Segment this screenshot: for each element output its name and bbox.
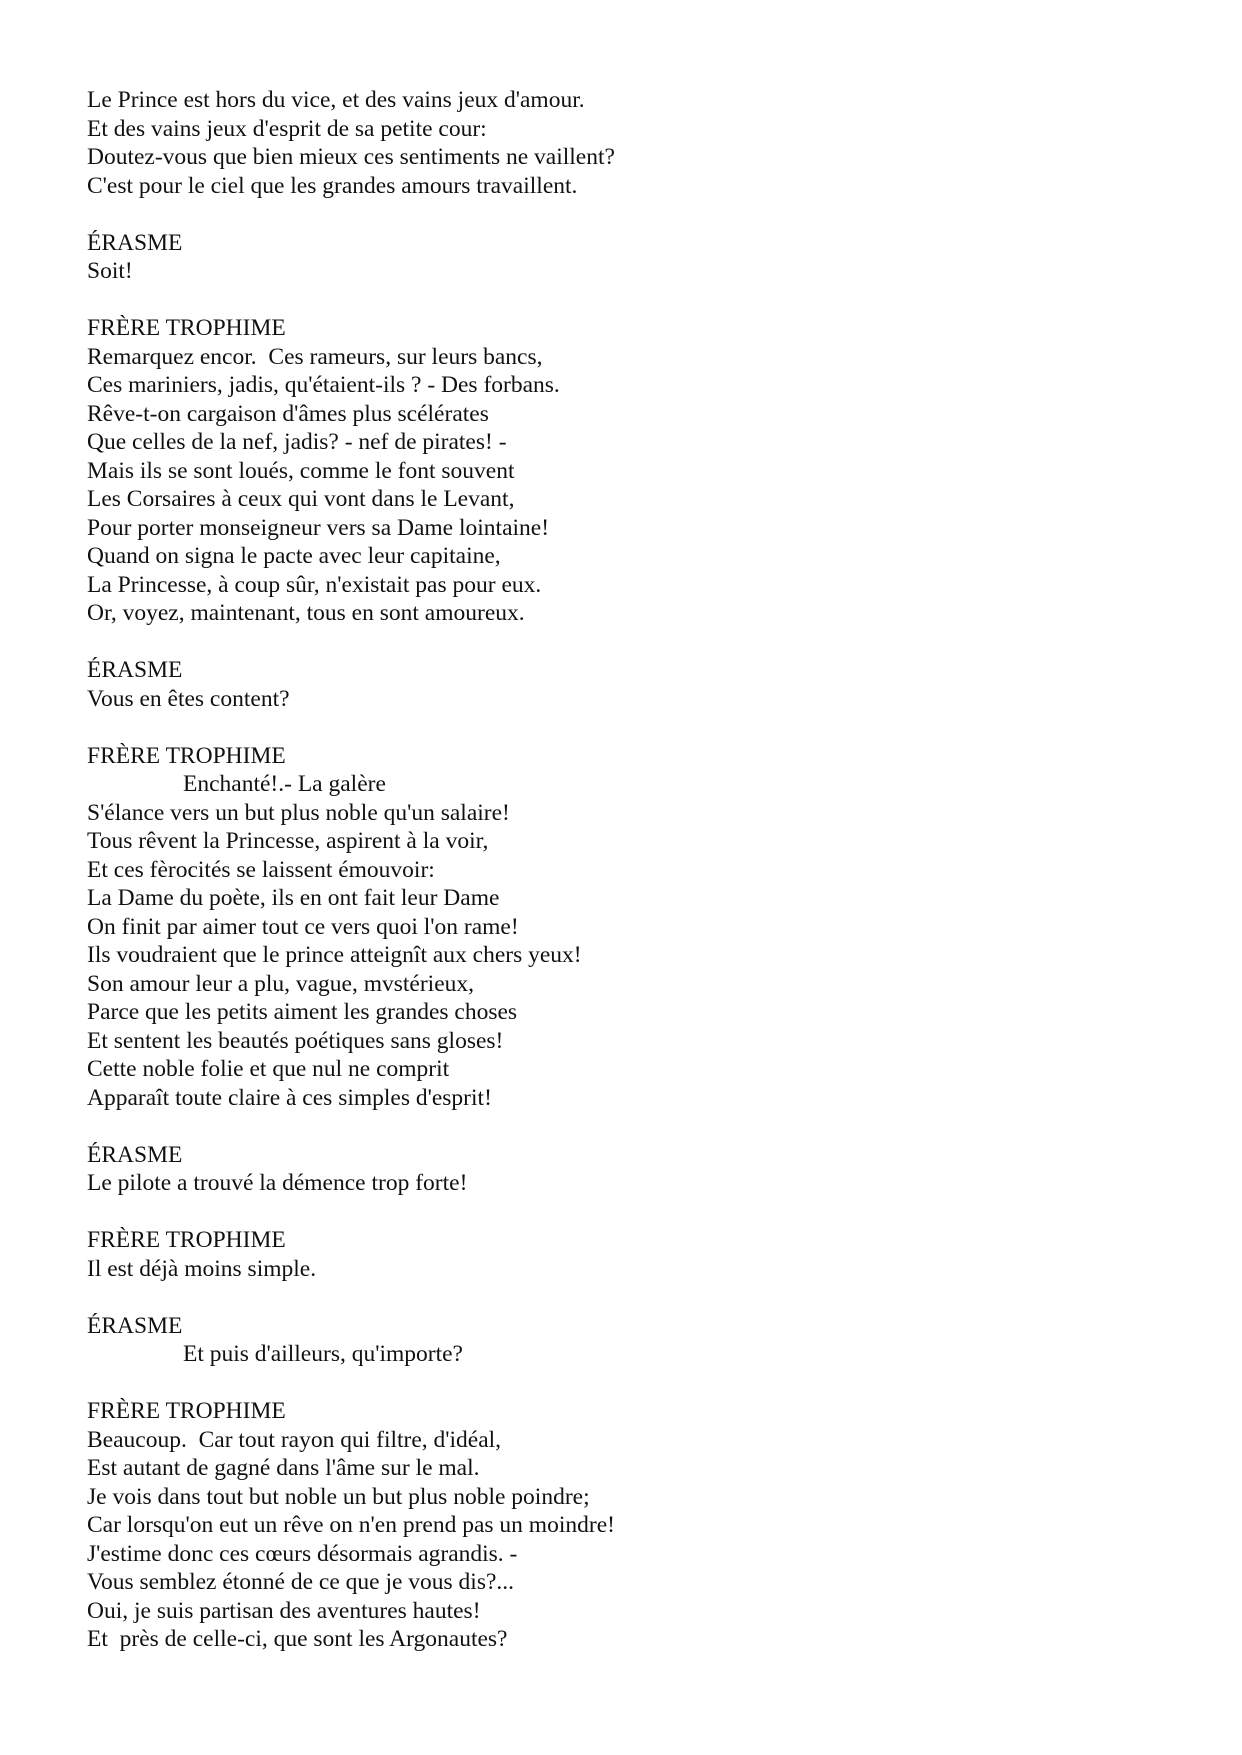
verse-line: Soit! [87, 258, 133, 284]
verse-line: Pour porter monseigneur vers sa Dame lointaine! [87, 514, 550, 541]
verse-line: Son amour leur a plu, vague, mvstérieux, [87, 970, 475, 997]
dialogue-block [87, 1141, 1187, 1198]
document-page [87, 86, 1187, 1654]
verse-line: Car lorsqu'on eut un rêve on n'en prend pas un moindre! [87, 1512, 615, 1538]
verse-line: J'estime donc ces cœurs désormais agrandis. - [87, 1540, 518, 1567]
dialogue-block [87, 1312, 1187, 1369]
verse-line: Beaucoup. Car tout rayon qui filtre, d'idéal, [87, 1426, 502, 1453]
verse-line: Que celles de la nef, jadis? - nef de pirates! - [87, 429, 507, 455]
verse-line: Vous en êtes content? [87, 685, 290, 712]
verse-line: Ils voudraient que le prince atteignît aux chers yeux! [87, 942, 582, 968]
verse-line: On finit par aimer tout ce vers quoi l'on rame! [87, 913, 519, 940]
stanza-gap [87, 1283, 1187, 1312]
dialogue-block [87, 656, 1187, 713]
stanza-gap [87, 1198, 1187, 1227]
verse-line: Mais ils se sont loués, comme le font souvent [87, 457, 515, 484]
verse-line: S'élance vers un but plus noble qu'un salaire! [87, 799, 510, 826]
stanza-gap [87, 628, 1187, 657]
verse-line: Et près de celle-ci, que sont les Argonautes? [87, 1626, 508, 1652]
speaker-name: FRÈRE TROPHIME [87, 1227, 286, 1253]
verse-line: Et des vains jeux d'esprit de sa petite cour: [87, 115, 487, 142]
dialogue-block [87, 1397, 1187, 1654]
dialogue-block [87, 314, 1187, 628]
speaker-name: FRÈRE TROPHIME [87, 1398, 286, 1424]
speaker-name: ÉRASME [87, 1141, 183, 1168]
verse-line: Les Corsaires à ceux qui vont dans le Levant, [87, 486, 515, 512]
stanza-gap [87, 1112, 1187, 1141]
verse-line: Le Prince est hors du vice, et des vains jeux d'amour. [87, 87, 585, 113]
speaker-name: FRÈRE TROPHIME [87, 742, 286, 769]
verse-line: Est autant de gagné dans l'âme sur le mal. [87, 1455, 480, 1481]
speaker-name: ÉRASME [87, 657, 183, 683]
dialogue-block [87, 742, 1187, 1113]
verse-line: Il est déjà moins simple. [87, 1255, 317, 1282]
speaker-name: ÉRASME [87, 1312, 183, 1339]
verse-line: Enchanté!.- La galère [183, 771, 386, 797]
verse-line: Rêve-t-on cargaison d'âmes plus scélérates [87, 400, 489, 427]
verse-line: Et sentent les beautés poétiques sans gloses! [87, 1027, 504, 1054]
verse-line: Apparaît toute claire à ces simples d'esprit! [87, 1084, 492, 1111]
verse-line: Oui, je suis partisan des aventures hautes! [87, 1597, 481, 1624]
stanza-gap [87, 200, 1187, 229]
dialogue-block [87, 86, 1187, 200]
stanza-gap [87, 1369, 1187, 1398]
speaker-name: FRÈRE TROPHIME [87, 315, 286, 341]
verse-line: Ces mariniers, jadis, qu'étaient-ils ? - Des forbans. [87, 372, 560, 398]
verse-line: Tous rêvent la Princesse, aspirent à la voir, [87, 828, 489, 854]
verse-line: Je vois dans tout but noble un but plus noble poindre; [87, 1483, 590, 1510]
stanza-gap [87, 286, 1187, 315]
verse-line: Vous semblez étonné de ce que je vous dis?... [87, 1569, 515, 1595]
verse-line: La Princesse, à coup sûr, n'existait pas pour eux. [87, 571, 542, 598]
stanza-gap [87, 713, 1187, 742]
verse-line: Et ces fèrocités se laissent émouvoir: [87, 856, 435, 883]
verse-line: Cette noble folie et que nul ne comprit [87, 1056, 450, 1082]
verse-line: Or, voyez, maintenant, tous en sont amoureux. [87, 600, 525, 626]
dialogue-block [87, 229, 1187, 286]
verse-line: Parce que les petits aiment les grandes choses [87, 999, 518, 1025]
speaker-name: ÉRASME [87, 229, 183, 256]
verse-line: Quand on signa le pacte avec leur capitaine, [87, 543, 501, 569]
verse-line: Le pilote a trouvé la démence trop forte! [87, 1170, 468, 1196]
verse-line: C'est pour le ciel que les grandes amours travaillent. [87, 172, 578, 199]
dialogue-block [87, 1226, 1187, 1283]
verse-line: La Dame du poète, ils en ont fait leur Dame [87, 885, 500, 911]
verse-line: Doutez-vous que bien mieux ces sentiments ne vaillent? [87, 144, 615, 170]
verse-line: Remarquez encor. Ces rameurs, sur leurs bancs, [87, 343, 543, 370]
verse-line: Et puis d'ailleurs, qu'importe? [183, 1341, 463, 1367]
